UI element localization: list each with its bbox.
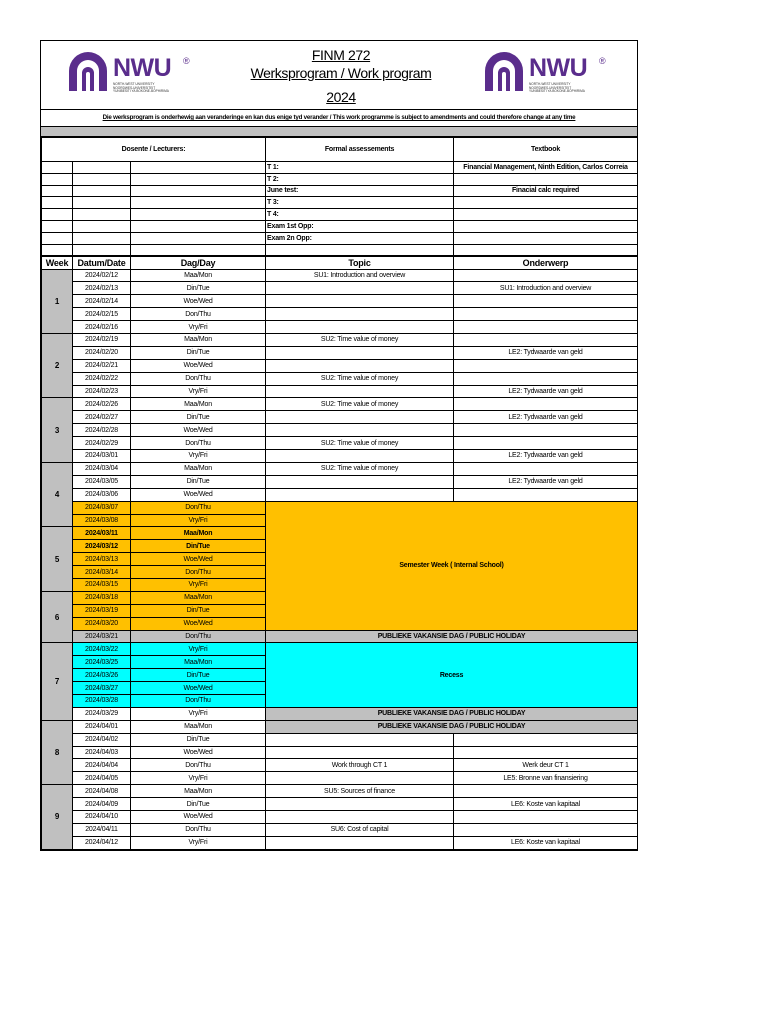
date-cell: 2024/03/29 bbox=[73, 707, 131, 720]
week-number: 9 bbox=[42, 785, 73, 849]
onderwerp-cell: Werk deur CT 1 bbox=[454, 759, 638, 772]
program-year: 2024 bbox=[326, 89, 356, 105]
onderwerp-cell bbox=[454, 372, 638, 385]
assessment-cell: T 4: bbox=[266, 209, 454, 221]
day-cell: Maa/Mon bbox=[131, 398, 266, 411]
document-header bbox=[41, 41, 637, 110]
blank-cell bbox=[73, 209, 131, 221]
date-cell: 2024/02/13 bbox=[73, 282, 131, 295]
date-header: Datum/Date bbox=[73, 256, 131, 269]
day-cell: Maa/Mon bbox=[131, 656, 266, 669]
date-cell: 2024/03/13 bbox=[73, 553, 131, 566]
date-cell: 2024/03/28 bbox=[73, 694, 131, 707]
schedule-row bbox=[42, 372, 638, 385]
blank-cell bbox=[73, 232, 131, 244]
page-title: Werksprogram / Work program bbox=[250, 65, 432, 81]
schedule-row bbox=[42, 334, 638, 347]
date-cell: 2024/02/16 bbox=[73, 321, 131, 334]
public-holiday-cell: PUBLIEKE VAKANSIE DAG / PUBLIC HOLIDAY bbox=[266, 630, 638, 643]
date-cell: 2024/02/29 bbox=[73, 437, 131, 450]
topic-cell bbox=[266, 308, 454, 321]
day-cell: Din/Tue bbox=[131, 798, 266, 811]
date-cell: 2024/03/04 bbox=[73, 462, 131, 475]
topic-cell: SU2: Time value of money bbox=[266, 437, 454, 450]
logo-text: NWU bbox=[113, 54, 172, 82]
schedule-header-row bbox=[42, 256, 638, 269]
date-cell: 2024/03/11 bbox=[73, 527, 131, 540]
onderwerp-cell bbox=[454, 308, 638, 321]
nwu-emblem-icon bbox=[481, 51, 527, 97]
topic-cell bbox=[266, 733, 454, 746]
day-cell: Din/Tue bbox=[131, 411, 266, 424]
day-cell: Don/Thu bbox=[131, 308, 266, 321]
day-cell: Vry/Fri bbox=[131, 643, 266, 656]
public-holiday-cell: PUBLIEKE VAKANSIE DAG / PUBLIC HOLIDAY bbox=[266, 707, 638, 720]
blank-cell bbox=[42, 162, 73, 174]
week-number: 8 bbox=[42, 720, 73, 784]
onderwerp-cell: LE2: Tydwaarde van geld bbox=[454, 385, 638, 398]
date-cell: 2024/03/21 bbox=[73, 630, 131, 643]
date-cell: 2024/04/08 bbox=[73, 785, 131, 798]
blank-cell bbox=[73, 162, 131, 174]
blank-cell bbox=[131, 197, 266, 209]
schedule-row bbox=[42, 707, 638, 720]
blank-cell bbox=[73, 185, 131, 197]
logo-subtitle: NORTH-WEST UNIVERSITY NOORDWES-UNIVERSITEIT YUNIBESITI YA BOKONE-BOPHIRIMA bbox=[529, 82, 585, 94]
lecturers-label: Dosente / Lecturers: bbox=[42, 138, 266, 162]
day-cell: Vry/Fri bbox=[131, 514, 266, 527]
topic-cell: Work through CT 1 bbox=[266, 759, 454, 772]
date-cell: 2024/03/12 bbox=[73, 540, 131, 553]
topic-cell: SU5: Sources of finance bbox=[266, 785, 454, 798]
blank-cell bbox=[42, 197, 73, 209]
day-cell: Din/Tue bbox=[131, 282, 266, 295]
topic-cell: SU1: Introduction and overview bbox=[266, 269, 454, 282]
assessment-cell: June test: bbox=[266, 185, 454, 197]
onderwerp-cell bbox=[454, 334, 638, 347]
date-cell: 2024/03/07 bbox=[73, 501, 131, 514]
schedule-row bbox=[42, 475, 638, 488]
date-cell: 2024/04/12 bbox=[73, 836, 131, 849]
schedule-row bbox=[42, 836, 638, 849]
divider-bar bbox=[41, 127, 637, 137]
day-cell: Din/Tue bbox=[131, 346, 266, 359]
day-header: Dag/Day bbox=[131, 256, 266, 269]
date-cell: 2024/04/02 bbox=[73, 733, 131, 746]
day-cell: Woe/Wed bbox=[131, 424, 266, 437]
day-cell: Woe/Wed bbox=[131, 553, 266, 566]
topic-cell bbox=[266, 810, 454, 823]
schedule-row bbox=[42, 411, 638, 424]
date-cell: 2024/03/25 bbox=[73, 656, 131, 669]
day-cell: Vry/Fri bbox=[131, 385, 266, 398]
topic-cell bbox=[266, 424, 454, 437]
topic-cell: SU6: Cost of capital bbox=[266, 823, 454, 836]
week-number: 6 bbox=[42, 591, 73, 643]
schedule-row bbox=[42, 450, 638, 463]
day-cell: Woe/Wed bbox=[131, 746, 266, 759]
onderwerp-cell: LE2: Tydwaarde van geld bbox=[454, 475, 638, 488]
date-cell: 2024/03/26 bbox=[73, 669, 131, 682]
textbook-cell: Financial Management, Ninth Edition, Carlos Correia bbox=[454, 162, 638, 174]
blank-cell bbox=[73, 220, 131, 232]
schedule-row bbox=[42, 746, 638, 759]
onderwerp-cell: SU1: Introduction and overview bbox=[454, 282, 638, 295]
date-cell: 2024/03/05 bbox=[73, 475, 131, 488]
day-cell: Woe/Wed bbox=[131, 617, 266, 630]
schedule-row bbox=[42, 772, 638, 785]
disclaimer-text: Die werksprogram is onderhewig aan veranderinge en kan dus enige tyd verander / This work programme is subject to amendments and could therefore change at any time bbox=[41, 110, 637, 127]
blank-cell bbox=[131, 232, 266, 244]
topic-header: Topic bbox=[266, 256, 454, 269]
onderwerp-cell bbox=[454, 424, 638, 437]
onderwerp-cell bbox=[454, 398, 638, 411]
date-cell: 2024/02/22 bbox=[73, 372, 131, 385]
onderwerp-cell bbox=[454, 733, 638, 746]
registered-mark: ® bbox=[183, 56, 190, 66]
nwu-logo-left bbox=[65, 51, 197, 97]
day-cell: Din/Tue bbox=[131, 540, 266, 553]
date-cell: 2024/02/26 bbox=[73, 398, 131, 411]
blank-cell bbox=[42, 173, 73, 185]
day-cell: Vry/Fri bbox=[131, 836, 266, 849]
onderwerp-cell: LE6: Koste van kapitaal bbox=[454, 798, 638, 811]
info-row bbox=[42, 209, 638, 221]
day-cell: Din/Tue bbox=[131, 475, 266, 488]
blank-cell bbox=[42, 209, 73, 221]
onderwerp-header: Onderwerp bbox=[454, 256, 638, 269]
schedule-row bbox=[42, 823, 638, 836]
schedule-row bbox=[42, 385, 638, 398]
logo-subtitle: NORTH-WEST UNIVERSITY NOORDWES-UNIVERSITEIT YUNIBESITI YA BOKONE-BOPHIRIMA bbox=[113, 82, 169, 94]
date-cell: 2024/02/27 bbox=[73, 411, 131, 424]
schedule-row bbox=[42, 398, 638, 411]
blank-cell bbox=[42, 232, 73, 244]
schedule-row bbox=[42, 785, 638, 798]
blank-cell bbox=[73, 197, 131, 209]
topic-cell bbox=[266, 798, 454, 811]
semester-week-block: Semester Week ( Internal School) bbox=[266, 501, 638, 630]
day-cell: Maa/Mon bbox=[131, 785, 266, 798]
assessment-cell: T 2: bbox=[266, 173, 454, 185]
blank-cell bbox=[131, 185, 266, 197]
date-cell: 2024/03/14 bbox=[73, 566, 131, 579]
schedule-row bbox=[42, 759, 638, 772]
onderwerp-cell: LE2: Tydwaarde van geld bbox=[454, 450, 638, 463]
onderwerp-cell bbox=[454, 321, 638, 334]
day-cell: Woe/Wed bbox=[131, 488, 266, 501]
info-row bbox=[42, 197, 638, 209]
blank-cell bbox=[131, 173, 266, 185]
week-number: 3 bbox=[42, 398, 73, 462]
textbook-cell: Finacial calc required bbox=[454, 185, 638, 197]
blank-cell bbox=[73, 173, 131, 185]
onderwerp-cell bbox=[454, 462, 638, 475]
blank-cell bbox=[131, 220, 266, 232]
day-cell: Don/Thu bbox=[131, 823, 266, 836]
onderwerp-cell bbox=[454, 823, 638, 836]
topic-cell bbox=[266, 359, 454, 372]
topic-cell: SU2: Time value of money bbox=[266, 462, 454, 475]
date-cell: 2024/04/10 bbox=[73, 810, 131, 823]
day-cell: Maa/Mon bbox=[131, 591, 266, 604]
topic-cell bbox=[266, 321, 454, 334]
day-cell: Woe/Wed bbox=[131, 295, 266, 308]
date-cell: 2024/04/05 bbox=[73, 772, 131, 785]
date-cell: 2024/04/03 bbox=[73, 746, 131, 759]
date-cell: 2024/04/04 bbox=[73, 759, 131, 772]
week-number: 5 bbox=[42, 527, 73, 591]
topic-cell bbox=[266, 746, 454, 759]
day-cell: Vry/Fri bbox=[131, 321, 266, 334]
date-cell: 2024/02/23 bbox=[73, 385, 131, 398]
day-cell: Don/Thu bbox=[131, 437, 266, 450]
topic-cell bbox=[266, 488, 454, 501]
onderwerp-cell: LE6: Koste van kapitaal bbox=[454, 836, 638, 849]
info-row bbox=[42, 232, 638, 244]
schedule-row bbox=[42, 321, 638, 334]
day-cell: Din/Tue bbox=[131, 604, 266, 617]
date-cell: 2024/02/14 bbox=[73, 295, 131, 308]
logo-text: NWU bbox=[529, 54, 588, 82]
day-cell: Vry/Fri bbox=[131, 578, 266, 591]
nwu-emblem-icon bbox=[65, 51, 111, 97]
week-number: 1 bbox=[42, 269, 73, 333]
topic-cell bbox=[266, 450, 454, 463]
recess-block: Recess bbox=[266, 643, 638, 707]
date-cell: 2024/04/09 bbox=[73, 798, 131, 811]
day-cell: Don/Thu bbox=[131, 372, 266, 385]
topic-cell bbox=[266, 385, 454, 398]
date-cell: 2024/03/08 bbox=[73, 514, 131, 527]
day-cell: Maa/Mon bbox=[131, 462, 266, 475]
day-cell: Don/Thu bbox=[131, 501, 266, 514]
assessment-cell: T 1: bbox=[266, 162, 454, 174]
info-rows bbox=[42, 162, 638, 245]
onderwerp-cell bbox=[454, 746, 638, 759]
schedule-table bbox=[41, 256, 638, 850]
schedule-row bbox=[42, 798, 638, 811]
day-cell: Vry/Fri bbox=[131, 707, 266, 720]
onderwerp-cell bbox=[454, 359, 638, 372]
date-cell: 2024/02/20 bbox=[73, 346, 131, 359]
topic-cell: SU2: Time value of money bbox=[266, 372, 454, 385]
onderwerp-cell: LE2: Tydwaarde van geld bbox=[454, 411, 638, 424]
registered-mark: ® bbox=[599, 56, 606, 66]
day-cell: Don/Thu bbox=[131, 759, 266, 772]
schedule-row bbox=[42, 437, 638, 450]
topic-cell bbox=[266, 346, 454, 359]
date-cell: 2024/02/12 bbox=[73, 269, 131, 282]
date-cell: 2024/02/19 bbox=[73, 334, 131, 347]
schedule-row bbox=[42, 501, 638, 514]
schedule-row bbox=[42, 630, 638, 643]
info-row bbox=[42, 173, 638, 185]
topic-cell: SU2: Time value of money bbox=[266, 334, 454, 347]
day-cell: Vry/Fri bbox=[131, 772, 266, 785]
day-cell: Maa/Mon bbox=[131, 527, 266, 540]
textbook-cell bbox=[454, 232, 638, 244]
week-number: 2 bbox=[42, 334, 73, 398]
day-cell: Woe/Wed bbox=[131, 682, 266, 695]
onderwerp-cell bbox=[454, 785, 638, 798]
date-cell: 2024/04/01 bbox=[73, 720, 131, 733]
blank-cell bbox=[42, 220, 73, 232]
onderwerp-cell bbox=[454, 295, 638, 308]
date-cell: 2024/03/19 bbox=[73, 604, 131, 617]
date-cell: 2024/03/20 bbox=[73, 617, 131, 630]
date-cell: 2024/02/28 bbox=[73, 424, 131, 437]
onderwerp-cell: LE2: Tydwaarde van geld bbox=[454, 346, 638, 359]
textbook-cell bbox=[454, 173, 638, 185]
date-cell: 2024/02/15 bbox=[73, 308, 131, 321]
topic-cell bbox=[266, 282, 454, 295]
schedule-row bbox=[42, 346, 638, 359]
day-cell: Maa/Mon bbox=[131, 720, 266, 733]
textbook-label: Textbook bbox=[454, 138, 638, 162]
day-cell: Vry/Fri bbox=[131, 450, 266, 463]
schedule-row bbox=[42, 720, 638, 733]
textbook-cell bbox=[454, 220, 638, 232]
date-cell: 2024/04/11 bbox=[73, 823, 131, 836]
onderwerp-cell bbox=[454, 269, 638, 282]
schedule-row bbox=[42, 295, 638, 308]
date-cell: 2024/03/18 bbox=[73, 591, 131, 604]
topic-cell: SU2: Time value of money bbox=[266, 398, 454, 411]
onderwerp-cell bbox=[454, 810, 638, 823]
blank-cell bbox=[131, 162, 266, 174]
blank-cell bbox=[42, 185, 73, 197]
info-row bbox=[42, 220, 638, 232]
schedule-row bbox=[42, 269, 638, 282]
schedule-row bbox=[42, 810, 638, 823]
date-cell: 2024/03/15 bbox=[73, 578, 131, 591]
week-header: Week bbox=[42, 256, 73, 269]
day-cell: Don/Thu bbox=[131, 694, 266, 707]
date-cell: 2024/02/21 bbox=[73, 359, 131, 372]
info-table bbox=[41, 137, 638, 256]
day-cell: Don/Thu bbox=[131, 566, 266, 579]
topic-cell bbox=[266, 772, 454, 785]
info-row bbox=[42, 162, 638, 174]
onderwerp-cell bbox=[454, 488, 638, 501]
schedule-row bbox=[42, 359, 638, 372]
topic-cell bbox=[266, 836, 454, 849]
course-code: FINM 272 bbox=[311, 47, 371, 63]
schedule-row bbox=[42, 424, 638, 437]
day-cell: Maa/Mon bbox=[131, 269, 266, 282]
nwu-logo-right bbox=[481, 51, 613, 97]
schedule-rows bbox=[42, 269, 638, 849]
schedule-row bbox=[42, 488, 638, 501]
schedule-row bbox=[42, 308, 638, 321]
blank-cell bbox=[131, 209, 266, 221]
week-number: 7 bbox=[42, 643, 73, 720]
week-number: 4 bbox=[42, 462, 73, 526]
topic-cell bbox=[266, 411, 454, 424]
date-cell: 2024/03/27 bbox=[73, 682, 131, 695]
day-cell: Woe/Wed bbox=[131, 810, 266, 823]
day-cell: Din/Tue bbox=[131, 733, 266, 746]
topic-cell bbox=[266, 475, 454, 488]
public-holiday-cell: PUBLIEKE VAKANSIE DAG / PUBLIC HOLIDAY bbox=[266, 720, 638, 733]
onderwerp-cell bbox=[454, 437, 638, 450]
date-cell: 2024/03/06 bbox=[73, 488, 131, 501]
day-cell: Don/Thu bbox=[131, 630, 266, 643]
assessment-cell: Exam 2n Opp: bbox=[266, 232, 454, 244]
date-cell: 2024/03/22 bbox=[73, 643, 131, 656]
schedule-row bbox=[42, 733, 638, 746]
info-row bbox=[42, 185, 638, 197]
date-cell: 2024/03/01 bbox=[73, 450, 131, 463]
work-program-sheet bbox=[40, 40, 638, 851]
day-cell: Maa/Mon bbox=[131, 334, 266, 347]
assessments-label: Formal assessements bbox=[266, 138, 454, 162]
assessment-cell: Exam 1st Opp: bbox=[266, 220, 454, 232]
day-cell: Din/Tue bbox=[131, 669, 266, 682]
day-cell: Woe/Wed bbox=[131, 359, 266, 372]
assessment-cell: T 3: bbox=[266, 197, 454, 209]
schedule-row bbox=[42, 643, 638, 656]
schedule-row bbox=[42, 462, 638, 475]
onderwerp-cell: LE5: Bronne van finansiering bbox=[454, 772, 638, 785]
schedule-row bbox=[42, 282, 638, 295]
textbook-cell bbox=[454, 197, 638, 209]
topic-cell bbox=[266, 295, 454, 308]
textbook-cell bbox=[454, 209, 638, 221]
